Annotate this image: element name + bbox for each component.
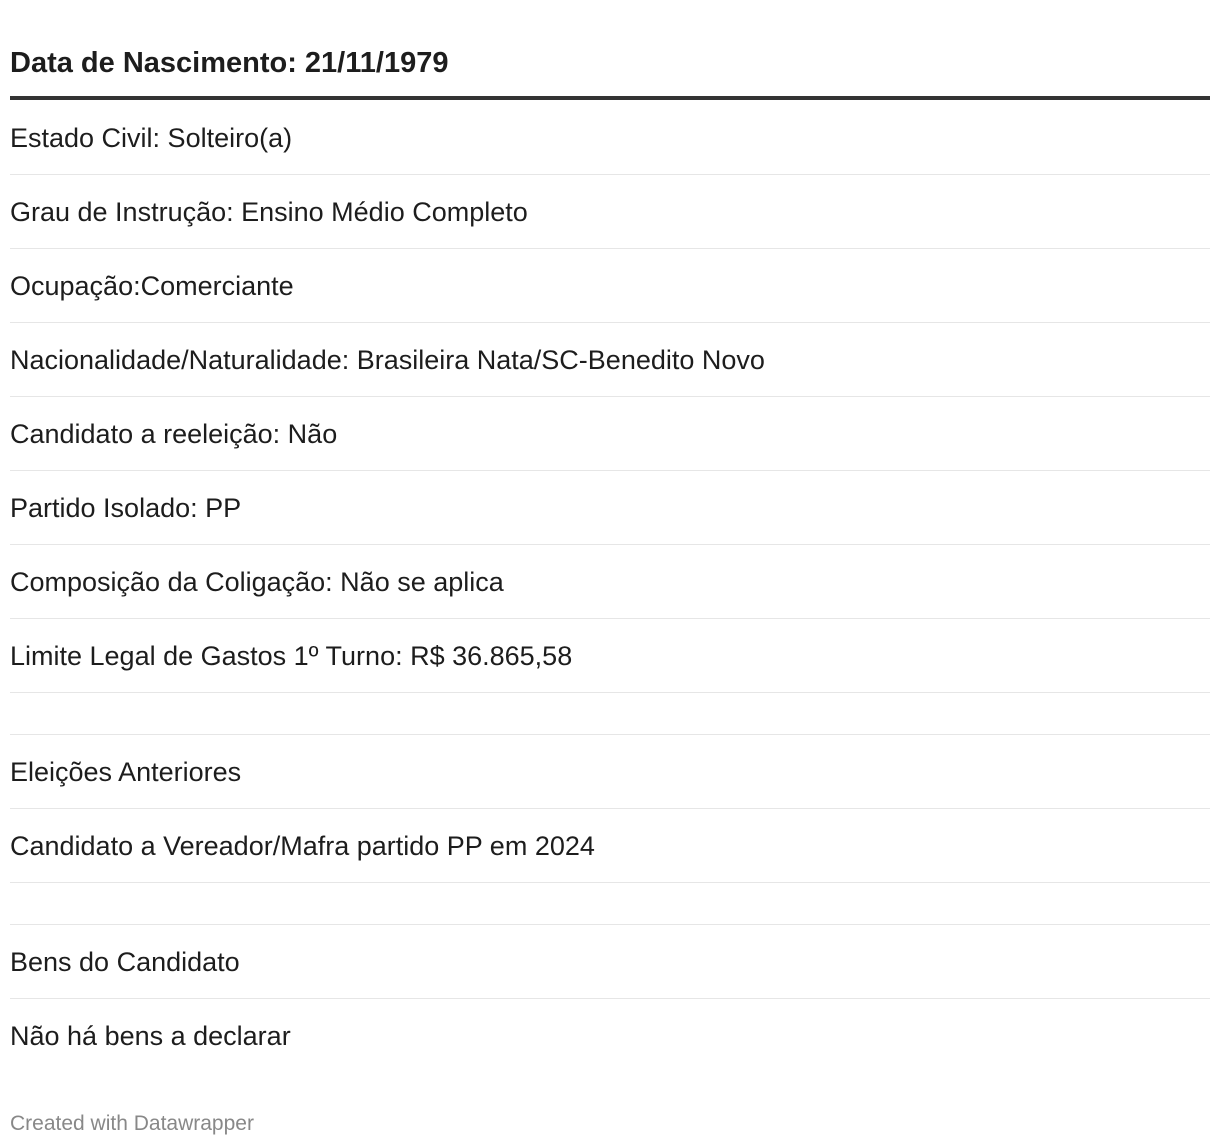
table-row-empty: [10, 693, 1210, 735]
table-row: [10, 619, 1210, 693]
table-cell: Eleições Anteriores: [10, 757, 242, 787]
table-row: [10, 545, 1210, 619]
table-cell: Estado Civil: Solteiro(a): [10, 123, 293, 153]
table-row: [10, 999, 1210, 1073]
table-row: [10, 175, 1210, 249]
table-cell: Limite Legal de Gastos 1º Turno: R$ 36.865,58: [10, 641, 573, 671]
table-row: [10, 471, 1210, 545]
table-cell: Composição da Coligação: Não se aplica: [10, 567, 504, 597]
table-row: [10, 323, 1210, 397]
table-cell: Grau de Instrução: Ensino Médio Completo: [10, 197, 528, 227]
table-row: [10, 735, 1210, 809]
data-table: [10, 0, 1210, 1073]
table-cell: Candidato a reeleição: Não: [10, 419, 338, 449]
table-cell: Partido Isolado: PP: [10, 493, 242, 523]
table-row: [10, 100, 1210, 175]
table-row: [10, 397, 1210, 471]
table-row: [10, 809, 1210, 883]
table-cell: Candidato a Vereador/Mafra partido PP em 2024: [10, 831, 595, 861]
table-header-label: Data de Nascimento: 21/11/1979: [10, 47, 449, 79]
footer-credit: Created with Datawrapper: [10, 1112, 254, 1135]
table-header: [10, 0, 1210, 100]
table-row-empty: [10, 883, 1210, 925]
table-cell: Não há bens a declarar: [10, 1021, 291, 1051]
table-row: [10, 249, 1210, 323]
table-cell: Bens do Candidato: [10, 947, 240, 977]
table-cell: Nacionalidade/Naturalidade: Brasileira Nata/SC-Benedito Novo: [10, 345, 765, 375]
table-row: [10, 925, 1210, 999]
table-cell: Ocupação:Comerciante: [10, 271, 294, 301]
